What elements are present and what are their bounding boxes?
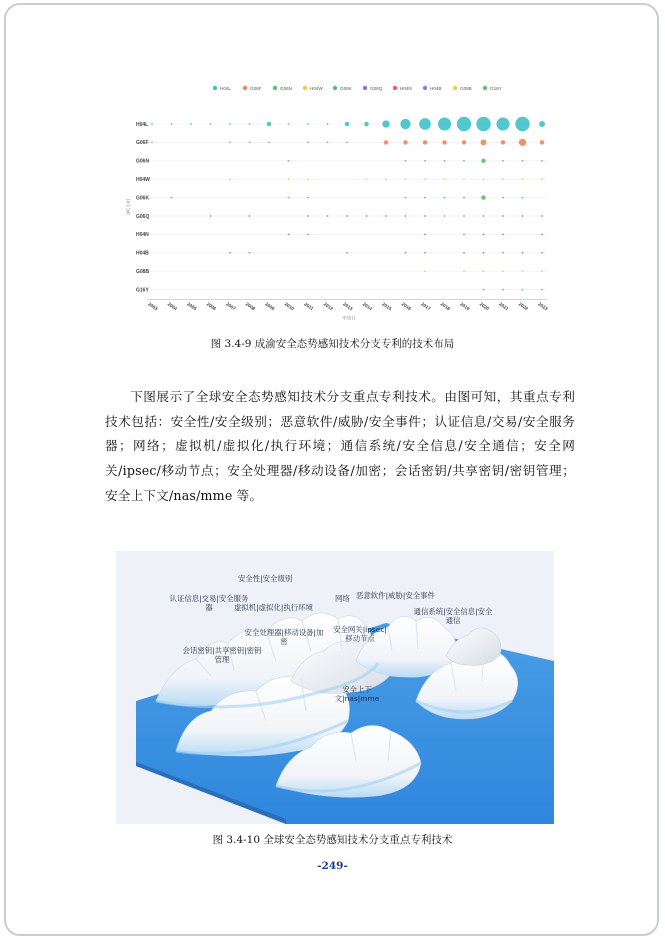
bubble-point [384,140,388,144]
bubble-point [267,122,271,126]
row-label: G06Q [136,213,150,220]
bubble-point [345,122,349,126]
bubble-point [483,270,485,272]
bubble-point [541,289,543,291]
bubble-point [502,215,504,217]
legend-marker [333,86,337,90]
bubble-point [541,270,543,272]
legend-marker [243,86,247,90]
terrain-label: 安全处理器|移动设备|加密 [244,628,324,646]
bubble-point [502,197,504,199]
body-paragraph [105,385,575,509]
legend-label: H04N [400,86,412,91]
bubble-point [540,140,544,144]
bubble-point [327,215,329,217]
bubble-point [424,252,426,254]
bubble-point [424,215,426,217]
bubble-point [366,215,368,217]
terrain-label: 认证信息|交易|安全服务器 [169,594,249,612]
bubble-point [424,234,426,236]
bubble-point [515,117,529,131]
bubble-point [249,142,251,144]
bubble-point [502,178,504,180]
x-tick-label: 2006 [205,301,217,312]
bubble-point [463,270,465,272]
bubble-point [541,178,543,180]
bubble-point [541,234,543,236]
bubble-point [405,215,407,217]
bubble-point [502,234,504,236]
bubble-point [385,178,387,180]
legend-marker [393,86,397,90]
bubble-point [457,117,471,131]
bubble-point [463,215,465,217]
terrain-label: 安全网关|ipsec|移动节点 [333,625,387,643]
row-label: H04W [136,177,150,183]
bubble-point [483,215,485,217]
row-label: H04N [136,232,149,239]
bubble-point [501,140,505,144]
bubble-point [519,139,526,146]
row-label: G06N [136,158,150,165]
legend-label: G16Y [490,86,502,91]
bubble-point [190,123,192,125]
bubble-point [539,121,545,127]
bubble-point [522,197,524,199]
bubble-point [496,117,509,130]
legend-marker [363,86,367,90]
x-axis-title: 申请日 [342,316,356,322]
x-tick-label: 2016 [400,301,412,312]
legend-marker [423,86,427,90]
legend-label: G06Q [370,86,383,91]
figure-caption-3-4-10: 图 3.4-10 全球安全态势感知技术分支重点专利技术 [212,834,453,846]
bubble-point [522,270,524,272]
legend-marker [453,86,457,90]
bubble-point [463,197,465,199]
bubble-point [522,252,524,254]
bubble-point [327,123,329,125]
bubble-point [385,215,387,217]
bubble-point [307,234,309,236]
bubble-point [438,117,451,130]
x-tick-label: 2009 [264,301,276,312]
bubble-point [541,252,543,254]
legend-label: G06K [340,86,352,91]
x-tick-label: 2021 [498,301,510,312]
x-tick-label: 2020 [478,301,490,312]
x-tick-label: 2022 [517,301,529,312]
bubble-point [288,160,290,162]
bubble-point [229,178,231,180]
bubble-point [483,252,485,254]
bubble-point [424,197,426,199]
bubble-point [476,117,490,131]
terrain-label: 网络 [335,594,350,603]
x-tick-label: 2004 [166,301,178,312]
bubble-point [463,178,465,180]
bubble-point [483,178,485,180]
bubble-point [400,119,410,129]
x-tick-label: 2023 [537,301,549,312]
bubble-point [307,197,309,199]
bubble-point [327,142,329,144]
bubble-point [229,142,231,144]
bubble-point [229,123,231,125]
bubble-point [502,289,504,291]
bubble-point [346,252,348,254]
bubble-point [423,140,427,144]
terrain-label: 会话密钥|共享密钥|密钥管理 [182,646,262,664]
paragraph-text: 下图展示了全球安全态势感知技术分支重点专利技术。由图可知，其重点专利技术包括：安全性/安全级别；恶意软件/威胁/安全事件；认证信息/交易/安全服务器；网络；虚拟机/虚拟化/执行环境；通信系统/安全信息/安全通信；安全网关/ipsec/移动节点；安全处理器/移动设备/加密；会话密钥/共享密钥/密钥管理；安全上下文/nas/mme 等。 [105,389,575,503]
bubble-point [463,160,465,162]
row-label: G06K [136,195,150,202]
bubble-point [481,195,485,199]
legend-marker [303,86,307,90]
legend-marker [213,86,217,90]
legend-label: H04B [430,86,442,91]
row-label: G16Y [136,287,149,294]
bubble-point [444,178,446,180]
bubble-point [502,252,504,254]
x-tick-label: 2003 [147,301,159,312]
bubble-point [171,123,173,125]
bubble-point [405,197,407,199]
terrain-label: 虚拟机|虚拟化|执行环境 [234,603,313,612]
bubble-point [210,123,212,125]
bubble-point [288,197,290,199]
bubble-point [522,215,524,217]
bubble-point [288,178,290,180]
bubble-point [462,140,466,144]
bubble-point [403,140,407,144]
bubble-point [364,122,368,126]
bubble-point [288,123,290,125]
bubble-point [463,252,465,254]
legend-label: H04W [310,86,323,91]
bubble-point [522,178,524,180]
legend-label: G08B [460,86,472,91]
bubble-point [151,142,153,144]
x-tick-label: 2005 [186,301,198,312]
bubble-point [444,197,446,199]
bubble-point [405,178,407,180]
bubble-point [522,160,524,162]
x-tick-label: 2013 [342,301,354,312]
bubble-point [502,160,504,162]
bubble-point [424,270,426,272]
row-label: G08B [136,269,150,275]
bubble-point [405,160,407,162]
bubble-point [442,140,446,144]
bubble-matrix-chart [127,78,547,323]
figure-caption-3-4-9: 图 3.4-9 成渝安全态势感知技术分支专利的技术布局 [210,338,455,350]
bubble-point [502,270,504,272]
bubble-point [307,178,309,180]
bubble-point [346,142,348,144]
bubble-point [249,215,251,217]
bubble-point [522,289,524,291]
bubble-point [307,142,309,144]
bubble-point [419,118,431,130]
x-tick-label: 2017 [420,301,432,312]
bubble-point [405,252,407,254]
terrain-label: 安全上下文|nas|mme [334,685,380,703]
bubble-point [424,178,426,180]
x-tick-label: 2008 [244,301,256,312]
x-tick-label: 2007 [225,301,237,312]
bubble-point [249,123,251,125]
legend-label: G06F [250,86,262,91]
x-tick-label: 2012 [322,301,334,312]
row-label: G06F [136,140,149,147]
bubble-point [288,234,290,236]
bubble-point [444,160,446,162]
bubble-point [481,139,487,145]
legend-marker [273,86,277,90]
bubble-point [346,215,348,217]
bubble-point [210,215,212,217]
bubble-point [541,160,543,162]
x-tick-label: 2014 [361,301,373,312]
x-tick-label: 2019 [459,301,471,312]
terrain-label: 通信系统|安全信息|安全通信 [413,607,493,625]
x-tick-label: 2018 [439,301,451,312]
row-label: H04L [136,121,149,128]
bubble-point [541,215,543,217]
bubble-point [444,215,446,217]
bubble-point [382,120,389,127]
x-tick-label: 2011 [303,301,315,312]
patent-terrain-map [116,551,554,824]
legend-marker [483,86,487,90]
legend-label: G06N [280,86,293,91]
bubble-point [481,159,485,163]
row-label: H04B [136,250,149,257]
x-tick-label: 2010 [283,301,295,312]
bubble-point [483,234,485,236]
bubble-point [151,123,153,125]
y-axis-title: IPC小组 [127,198,132,215]
terrain-label: 恶意软件|威胁|安全事件 [356,591,435,600]
bubble-point [483,289,485,291]
bubble-point [268,142,270,144]
bubble-point [463,234,465,236]
bubble-point [424,160,426,162]
bubble-point [249,252,251,254]
bubble-point [366,178,368,180]
terrain-label: 安全性|安全级别 [238,574,293,583]
legend-label: H04L [220,86,231,91]
x-tick-label: 2015 [381,301,393,312]
bubble-point [307,215,309,217]
bubble-point [171,197,173,199]
bubble-point [229,252,231,254]
page-number: -249- [317,860,348,872]
bubble-point [307,123,309,125]
